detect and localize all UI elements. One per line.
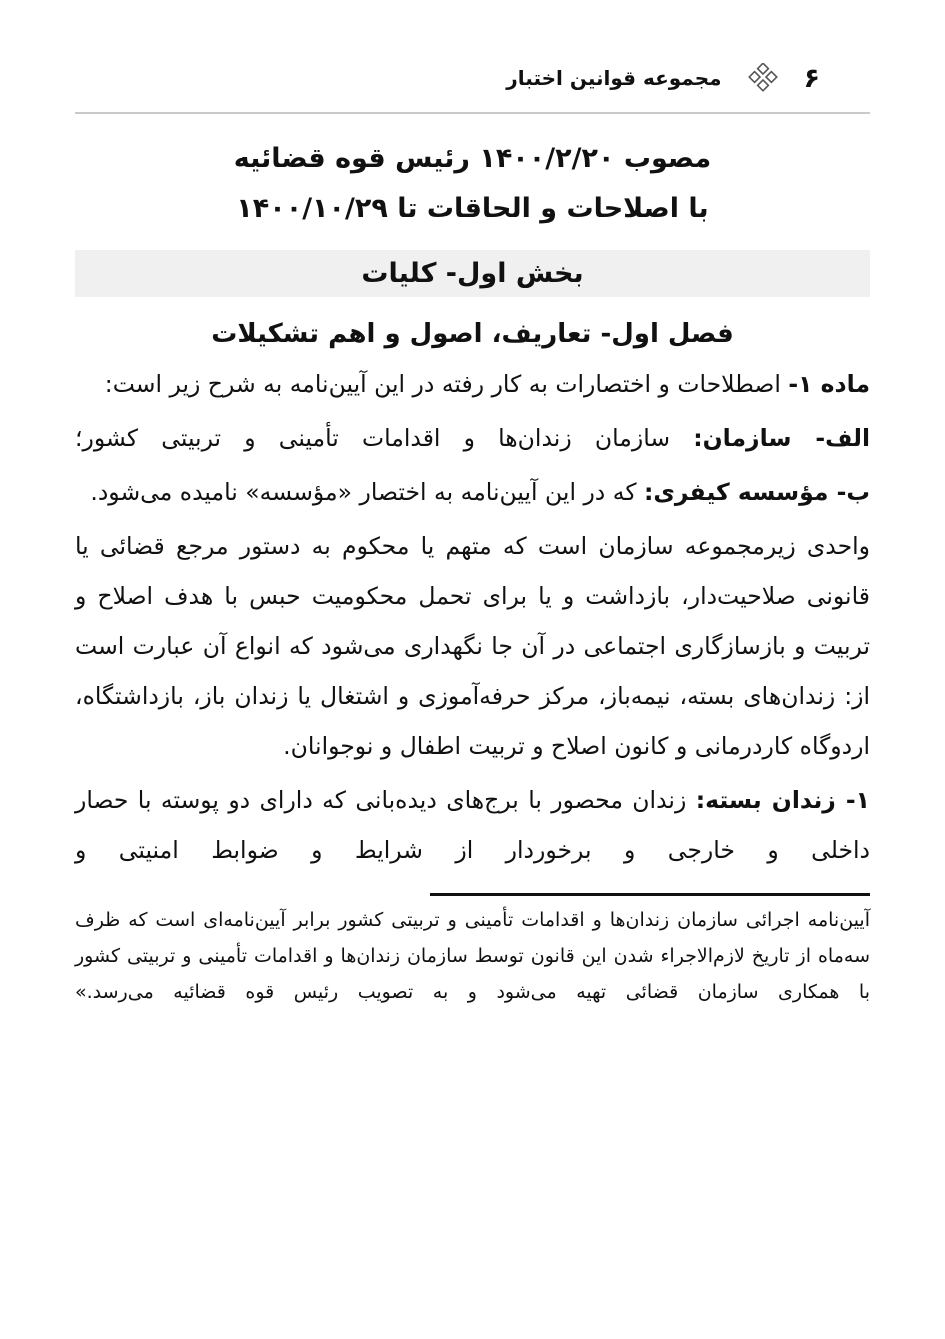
paragraph-rest: سازمان زندان‌ها و اقدامات تأمینی و تربیتی کشور؛ (75, 424, 694, 452)
section-heading: بخش اول- کلیات (361, 258, 584, 289)
page-header (75, 56, 870, 100)
paragraph-lead: ماده ۱- (788, 370, 870, 398)
diamond-cluster-icon (748, 63, 778, 93)
paragraph-definition (75, 521, 870, 771)
paragraph-rest: که در این آیین‌نامه به اختصار «مؤسسه» نامیده می‌شود. (90, 478, 644, 506)
approval-heading (75, 134, 870, 234)
paragraph-rest: اصطلاحات و اختصارات به کار رفته در این آیین‌نامه به شرح زیر است: (104, 370, 789, 398)
section-heading-band (75, 250, 870, 297)
paragraph-lead: ۱- زندان بسته: (695, 786, 870, 814)
paragraph-lead: الف- سازمان: (693, 424, 870, 452)
paragraph-lead: ب- مؤسسه کیفری: (643, 478, 870, 506)
page-number: ۶ (803, 62, 820, 94)
paragraph-be (75, 467, 870, 517)
chapter-heading: فصل اول- تعاریف، اصول و اهم تشکیلات (211, 319, 734, 349)
paragraph-alef (75, 413, 870, 463)
paragraph-rest: زندان محصور با برج‌های دیده‌بانی که دارای دو پوسته با حصار داخلی و خارجی و برخوردار از شرایط و ضوابط امنیتی و (75, 786, 870, 864)
paragraph-rest: واحدی زیرمجموعه سازمان است که متهم یا محکوم به دستور مرجع قضائی یا قانونی صلاحیت‌دار، بازداشت و یا برای تحمل محکومیت حبس با هدف اصلاح و تربیت و بازسازگاری اجتماعی در آن جا نگهداری می‌شود که انواع آن عبارت است از: زندان‌های بسته، نیمه‌باز، مرکز حرفه‌آموزی و اشتغال یا زندان باز، بازداشتگاه، اردوگاه کاردرمانی و کانون اصلاح و تربیت اطفال و نوجوانان. (75, 532, 870, 760)
running-title: مجموعه قوانین اختبار (506, 66, 722, 90)
header-rule (75, 112, 870, 114)
body-text (75, 359, 870, 875)
approval-line-2: با اصلاحات و الحاقات تا ۱۴۰۰/۱۰/۲۹ (236, 193, 709, 224)
footnote-text: آیین‌نامه اجرائی سازمان زندان‌ها و اقدامات تأمینی و تربیتی کشور برابر آیین‌نامه‌ای است که ظرف سه‌ماه از تاریخ لازم‌الاجراء شدن این قانون توسط سازمان زندان‌ها و اقدامات تأمینی و تربیتی کشور با همکاری سازمان قضائی تهیه می‌شود و به تصویب رئیس قوه قضائیه می‌رسد.» (75, 909, 870, 1003)
approval-line-1: مصوب ۱۴۰۰/۲/۲۰ رئیس قوه قضائیه (233, 143, 712, 174)
paragraph-closed-prison (75, 775, 870, 875)
footnote-rule (430, 893, 870, 896)
paragraph-madde-1 (75, 359, 870, 409)
